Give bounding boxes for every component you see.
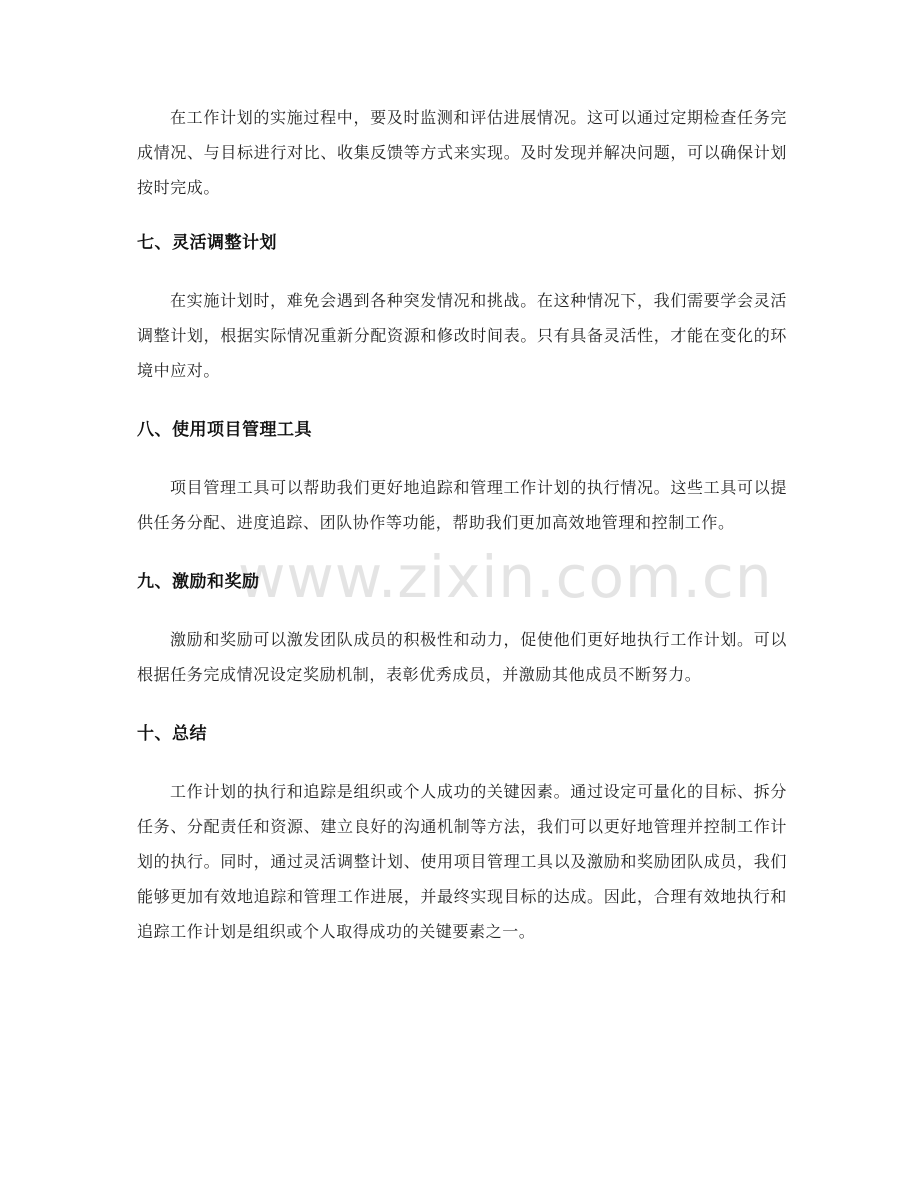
paragraph-monitoring: 在工作计划的实施过程中，要及时监测和评估进展情况。这可以通过定期检查任务完成情况、与目标进行对比、收集反馈等方式来实现。及时发现并解决问题，可以确保计划按时完成。 xyxy=(137,108,787,197)
heading-project-tools: 八、使用项目管理工具 xyxy=(137,420,312,440)
heading-incentives: 九、激励和奖励 xyxy=(137,572,260,592)
paragraph-flexible-adjustment: 在实施计划时，难免会遇到各种突发情况和挑战。在这种情况下，我们需要学会灵活调整计划，根据实际情况重新分配资源和修改时间表。只有具备灵活性，才能在变化的环境中应对。 xyxy=(137,291,787,380)
heading-summary: 十、总结 xyxy=(137,724,207,744)
heading-flexible-adjustment: 七、灵活调整计划 xyxy=(137,233,277,253)
document-page xyxy=(137,100,787,949)
watermark-text: www.zixin.com.cn xyxy=(238,543,773,611)
paragraph-summary: 工作计划的执行和追踪是组织或个人成功的关键因素。通过设定可量化的目标、拆分任务、分配责任和资源、建立良好的沟通机制等方法，我们可以更好地管理并控制工作计划的执行。同时，通过灵活调整计划、使用项目管理工具以及激励和奖励团队成员，我们能够更加有效地追踪和管理工作进展，并最终实现目标的达成。因此，合理有效地执行和追踪工作计划是组织或个人取得成功的关键要素之一。 xyxy=(137,782,787,941)
paragraph-project-tools: 项目管理工具可以帮助我们更好地追踪和管理工作计划的执行情况。这些工具可以提供任务分配、进度追踪、团队协作等功能，帮助我们更加高效地管理和控制工作。 xyxy=(137,478,787,532)
paragraph-incentives: 激励和奖励可以激发团队成员的积极性和动力，促使他们更好地执行工作计划。可以根据任务完成情况设定奖励机制，表彰优秀成员，并激励其他成员不断努力。 xyxy=(137,630,787,684)
